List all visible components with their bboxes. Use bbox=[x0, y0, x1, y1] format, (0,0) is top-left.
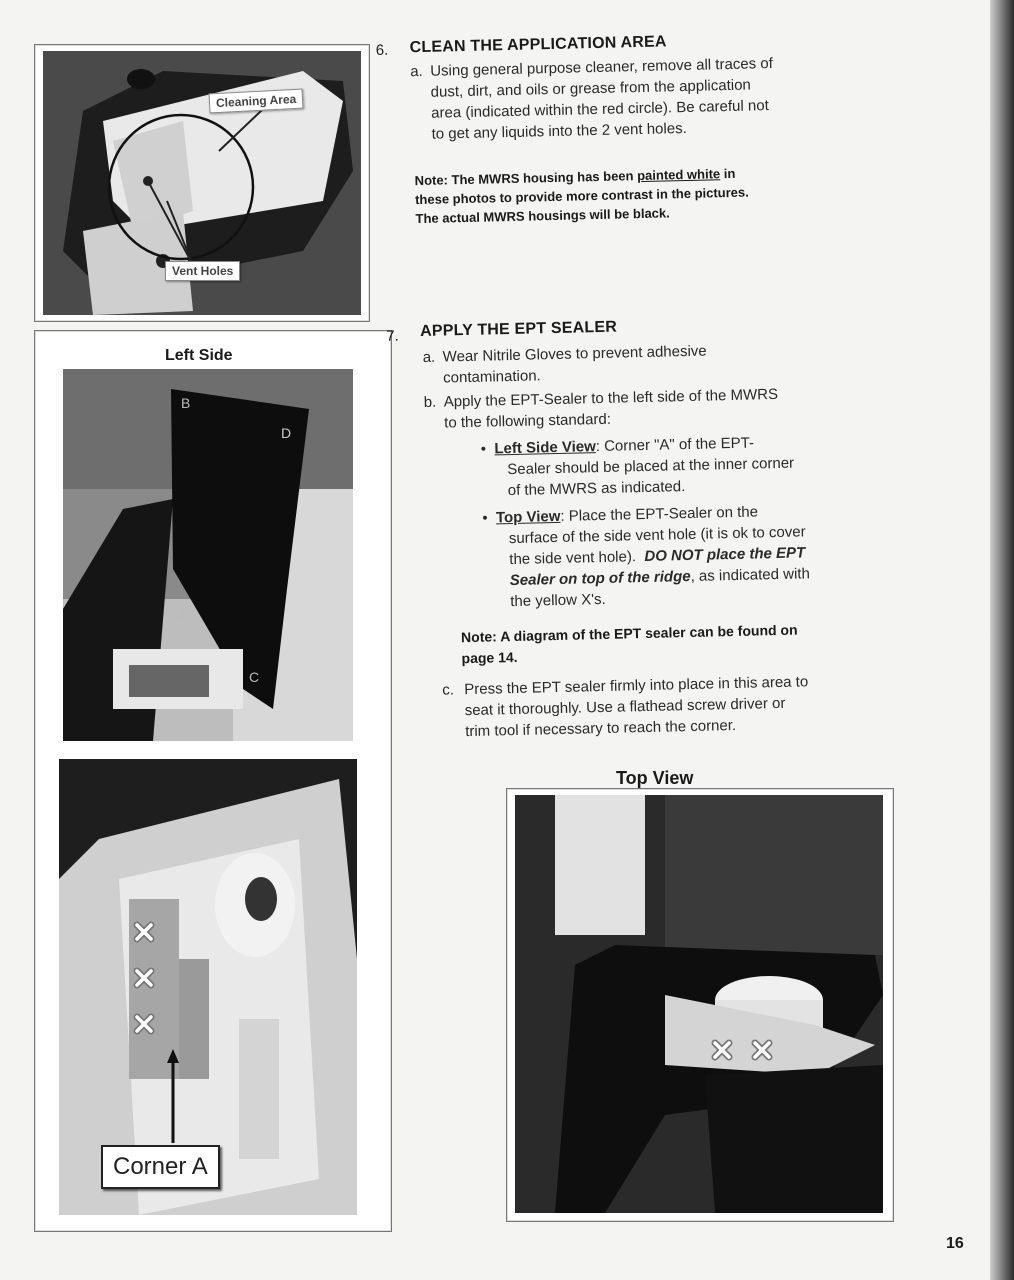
section-6-step-a-line-1: Using general purpose cleaner, remove all traces of bbox=[430, 54, 774, 80]
section-6-step-a-line-4: to get any liquids into the 2 vent holes. bbox=[431, 119, 687, 143]
corner-letter-b: B bbox=[181, 395, 191, 411]
top-view-text-2: surface of the side vent hole (it is ok to cover bbox=[508, 523, 806, 548]
section-6-number: 6. bbox=[375, 41, 389, 59]
top-view-text-1: : Place the EPT-Sealer on the bbox=[560, 503, 759, 525]
section-7-step-c-line-3: trim tool if necessary to reach the corner. bbox=[465, 716, 737, 741]
top-view-label: Top View bbox=[495, 507, 561, 527]
yellow-x-mark-3 bbox=[133, 1013, 155, 1035]
section-7-step-a-line-2: contamination. bbox=[442, 367, 541, 387]
section-6-note-underlined: painted white bbox=[636, 166, 721, 184]
section-7-step-a-line-1: Wear Nitrile Gloves to prevent adhesive bbox=[442, 342, 707, 366]
yellow-x-mark-4 bbox=[711, 1039, 733, 1061]
left-side-photo bbox=[63, 369, 353, 741]
section-7-step-a-letter: a. bbox=[422, 348, 436, 367]
section-7-step-c-line-1: Press the EPT sealer firmly into place in this area to bbox=[464, 673, 809, 699]
top-view-text-5: the yellow X's. bbox=[510, 590, 606, 611]
left-side-illustration bbox=[63, 369, 353, 741]
section-7-number: 7. bbox=[386, 327, 399, 345]
top-view-photo bbox=[515, 795, 883, 1213]
left-side-title: Left Side bbox=[165, 347, 233, 364]
corner-letter-a: A bbox=[177, 607, 187, 623]
vent-holes-callout: Vent Holes bbox=[165, 261, 240, 281]
bullet-dot: • bbox=[482, 509, 497, 527]
bullet-dot: • bbox=[480, 440, 495, 458]
section-6-title: CLEAN THE APPLICATION AREA bbox=[409, 33, 667, 57]
instructions-column bbox=[375, 6, 915, 741]
page-number: 16 bbox=[946, 1235, 964, 1252]
yellow-x-mark-2 bbox=[133, 967, 155, 989]
yellow-x-mark-5 bbox=[751, 1039, 773, 1061]
section-7-note-line-1: Note: A diagram of the EPT sealer can be found on bbox=[460, 621, 798, 646]
top-view-text-3a: the side vent hole). bbox=[509, 548, 637, 569]
section-7-step-b-line-2: to the following standard: bbox=[444, 410, 612, 432]
section-6-note-line-2: these photos to provide more contrast in the pictures. bbox=[414, 184, 749, 208]
corner-letter-d: D bbox=[281, 425, 292, 441]
section-6-step-a-letter: a. bbox=[410, 62, 423, 81]
section-6-step-a-line-2: dust, dirt, and oils or grease from the application bbox=[430, 76, 751, 101]
top-view-title: Top View bbox=[616, 768, 694, 788]
section-7-title: APPLY THE EPT SEALER bbox=[419, 318, 618, 341]
do-not-place-warning-1: DO NOT place the EPT bbox=[644, 544, 806, 566]
cleaning-area-callout: Cleaning Area bbox=[209, 89, 304, 114]
left-side-view-text-3: of the MWRS as indicated. bbox=[507, 478, 686, 500]
cleaning-area-photo-frame bbox=[34, 44, 370, 322]
corner-a-photo bbox=[59, 759, 357, 1215]
left-side-view-text-1: : Corner "A" of the EPT- bbox=[595, 434, 755, 456]
top-view-text-4b: , as indicated with bbox=[690, 565, 811, 585]
section-7-note-line-2: page 14. bbox=[461, 648, 518, 667]
section-7-step-b-letter: b. bbox=[423, 393, 437, 411]
corner-letter-c: C bbox=[249, 669, 260, 685]
left-side-view-label: Left Side View bbox=[494, 438, 596, 458]
section-6-note-label: Note: bbox=[414, 172, 449, 189]
left-side-photo-frame bbox=[34, 330, 392, 1232]
section-7-step-c-letter: c. bbox=[442, 681, 455, 699]
top-view-illustration bbox=[515, 795, 883, 1213]
section-6-note-text-2: in bbox=[723, 165, 736, 182]
section-7-step-b-line-1: Apply the EPT-Sealer to the left side of the MWRS bbox=[443, 385, 779, 411]
section-7-step-c-line-2: seat it thoroughly. Use a flathead screw driver or bbox=[464, 694, 786, 720]
do-not-place-warning-2: Sealer on top of the ridge bbox=[509, 567, 691, 590]
section-6-step-a-line-3: area (indicated within the red circle). Be careful not bbox=[430, 97, 769, 122]
section-6-note-text-1: The MWRS housing has been bbox=[451, 168, 634, 188]
top-view-photo-frame bbox=[506, 788, 894, 1222]
section-6-note-line-3: The actual MWRS housings will be black. bbox=[415, 205, 670, 227]
left-side-view-text-2: Sealer should be placed at the inner corner bbox=[507, 454, 795, 479]
yellow-x-mark-1 bbox=[133, 921, 155, 943]
page-edge-shadow bbox=[990, 0, 1014, 1280]
corner-a-callout: Corner A bbox=[101, 1145, 220, 1189]
cleaning-area-photo bbox=[43, 51, 361, 315]
